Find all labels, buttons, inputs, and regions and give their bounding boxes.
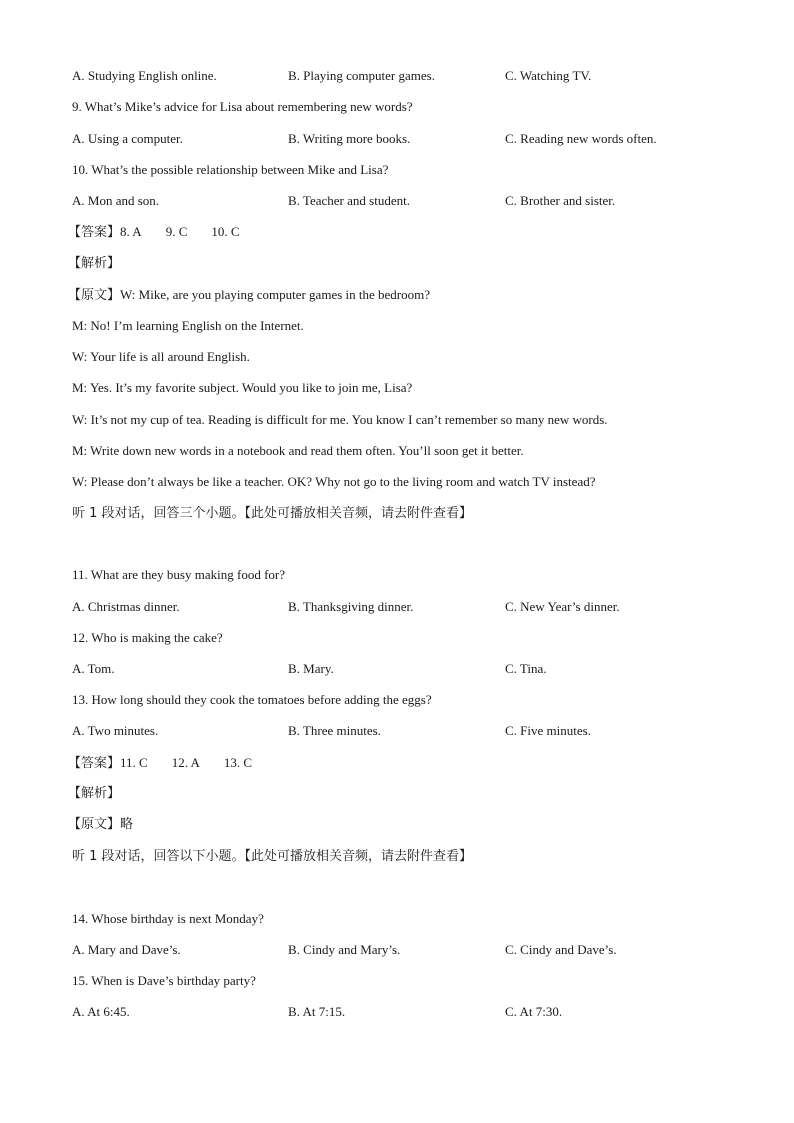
transcript-line-3: W: Your life is all around English. xyxy=(72,349,250,364)
q15-option-b: B. At 7:15. xyxy=(288,1004,346,1019)
q10-option-c: C. Brother and sister. xyxy=(505,193,616,208)
q8-options xyxy=(72,68,752,84)
transcript-text: W: Mike, are you playing computer games in the bedroom? xyxy=(120,287,430,302)
q9-option-c: C. Reading new words often. xyxy=(505,131,657,146)
answer-label: 【答案】 xyxy=(68,225,121,240)
q14-option-a: A. Mary and Dave’s. xyxy=(72,942,181,957)
q10-option-a: A. Mon and son. xyxy=(72,193,160,208)
transcript-line-5: W: It’s not my cup of tea. Reading is difficult for me. You know I can’t remember so many new words. xyxy=(72,412,608,427)
q13-text: 13. How long should they cook the tomatoes before adding the eggs? xyxy=(72,692,432,707)
q15-options xyxy=(72,1004,752,1020)
transcript-line-6: M: Write down new words in a notebook and read them often. You’ll soon get it better. xyxy=(72,443,524,458)
q14-text: 14. Whose birthday is next Monday? xyxy=(72,911,264,926)
q11-option-c: C. New Year’s dinner. xyxy=(505,599,620,614)
answer-line-2 xyxy=(68,755,252,772)
transcript-line-4: M: Yes. It’s my favorite subject. Would you like to join me, Lisa? xyxy=(72,380,413,395)
q14-option-c: C. Cindy and Dave’s. xyxy=(505,942,617,957)
answer-item: 12. A xyxy=(171,755,200,770)
q13-option-b: B. Three minutes. xyxy=(288,723,381,738)
q11-option-a: A. Christmas dinner. xyxy=(72,599,180,614)
transcript-text: 略 xyxy=(120,817,134,832)
section-instruction-2 xyxy=(72,506,472,522)
transcript-line-1 xyxy=(68,287,430,304)
q15-text: 15. When is Dave’s birthday party? xyxy=(72,973,256,988)
q8-option-c: C. Watching TV. xyxy=(505,68,592,83)
q8-option-a: A. Studying English online. xyxy=(72,68,217,83)
q11-options xyxy=(72,599,752,615)
q13-option-a: A. Two minutes. xyxy=(72,723,159,738)
q11-option-b: B. Thanksgiving dinner. xyxy=(288,599,414,614)
q9-options xyxy=(72,131,752,147)
section-instruction-3 xyxy=(72,849,472,865)
transcript-line-omitted xyxy=(68,817,133,833)
audio-note[interactable]: 【此处可播放相关音频，请去附件查看】 xyxy=(244,506,473,521)
q12-option-a: A. Tom. xyxy=(72,661,115,676)
audio-note[interactable]: 【此处可播放相关音频，请去附件查看】 xyxy=(244,849,473,864)
q15-option-c: C. At 7:30. xyxy=(505,1004,563,1019)
transcript-line-2: M: No! I’m learning English on the Internet. xyxy=(72,318,304,333)
q14-options xyxy=(72,942,752,958)
answer-item: 9. C xyxy=(165,224,188,239)
q12-option-b: B. Mary. xyxy=(288,661,334,676)
answer-item: 11. C xyxy=(120,755,148,770)
q12-text: 12. Who is making the cake? xyxy=(72,630,223,645)
q15-option-a: A. At 6:45. xyxy=(72,1004,130,1019)
q14-option-b: B. Cindy and Mary’s. xyxy=(288,942,401,957)
transcript-label: 【原文】 xyxy=(68,288,121,303)
q12-option-c: C. Tina. xyxy=(505,661,547,676)
q13-options xyxy=(72,723,752,739)
transcript-label: 【原文】 xyxy=(68,817,121,832)
answer-item: 10. C xyxy=(211,224,240,239)
analysis-label-2: 【解析】 xyxy=(68,786,121,801)
answer-item: 8. A xyxy=(120,224,142,239)
answer-line-1 xyxy=(68,224,240,241)
q8-option-b: B. Playing computer games. xyxy=(288,68,435,83)
answer-item: 13. C xyxy=(223,755,253,770)
q12-options xyxy=(72,661,752,677)
q9-option-a: A. Using a computer. xyxy=(72,131,183,146)
instruction-text: 听 1 段对话，回答以下小题。 xyxy=(72,849,245,864)
analysis-label-1: 【解析】 xyxy=(68,256,121,271)
q10-option-b: B. Teacher and student. xyxy=(288,193,410,208)
transcript-line-7: W: Please don’t always be like a teacher. OK? Why not go to the living room and watch TV instead? xyxy=(72,474,596,489)
instruction-text: 听 1 段对话，回答三个小题。 xyxy=(72,506,245,521)
q9-option-b: B. Writing more books. xyxy=(288,131,411,146)
q10-options xyxy=(72,193,752,209)
q13-option-c: C. Five minutes. xyxy=(505,723,591,738)
answer-label: 【答案】 xyxy=(68,756,121,771)
q10-text: 10. What’s the possible relationship between Mike and Lisa? xyxy=(72,162,389,177)
q11-text: 11. What are they busy making food for? xyxy=(72,567,285,582)
q9-text: 9. What’s Mike’s advice for Lisa about remembering new words? xyxy=(72,99,413,114)
